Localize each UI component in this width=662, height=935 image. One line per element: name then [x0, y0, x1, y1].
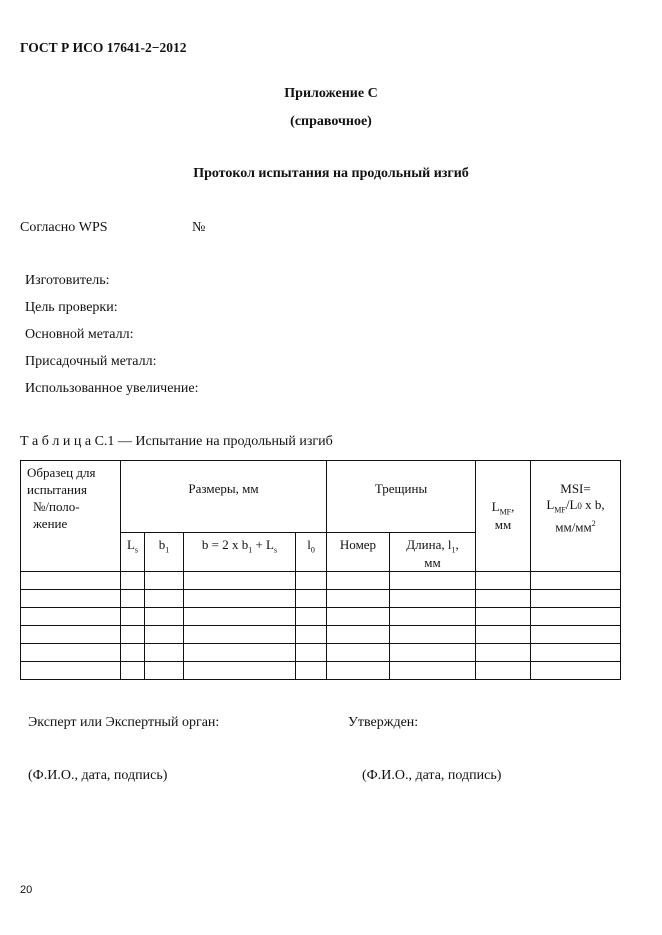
- sub-b1-header: $b_1$: [145, 533, 184, 572]
- approved-label: Утвержден:: [348, 715, 419, 730]
- sub-length-header: Длина, $l_1$, мм: [390, 533, 476, 572]
- manufacturer-label: Изготовитель:: [25, 273, 110, 288]
- sub-l0-header: $l_0$: [296, 533, 327, 572]
- annex-title: Приложение С: [284, 86, 378, 101]
- page-number: 20: [20, 884, 33, 896]
- table-row: [21, 571, 621, 589]
- expert-label: Эксперт или Экспертный орган:: [28, 715, 220, 730]
- purpose-label: Цель проверки:: [25, 300, 118, 315]
- annex-status: (справочное): [290, 114, 372, 129]
- base-metal-label: Основной металл:: [25, 327, 134, 342]
- table-row: [21, 589, 621, 607]
- magnification-label: Использованное увеличение:: [25, 381, 199, 396]
- table-row: [21, 607, 621, 625]
- col-cracks-header: Трещины: [327, 461, 476, 533]
- sub-b-formula-header: b = 2 x $b_1 + L_s$: [184, 533, 296, 572]
- wps-label: Согласно WPS: [20, 220, 108, 235]
- bend-test-table: [20, 460, 621, 680]
- col-msi-header: MSI= $L_{MF}/L0$ x b, $мм/мм^2$: [531, 461, 621, 572]
- col-lmf-header: $L_{MF}$, мм: [476, 461, 531, 572]
- table-row: [21, 625, 621, 643]
- sub-number-header: Номер: [327, 533, 390, 572]
- signature-left: (Ф.И.О., дата, подпись): [28, 768, 168, 783]
- wps-number-sign: №: [192, 220, 206, 235]
- table-row: [21, 643, 621, 661]
- col-dimensions-header: Размеры, мм: [121, 461, 327, 533]
- table-caption: Т а б л и ц а С.1 — Испытание на продольный изгиб: [20, 434, 333, 449]
- table-row: [21, 661, 621, 679]
- protocol-title: Протокол испытания на продольный изгиб: [193, 166, 469, 181]
- sub-ls-header: $L_s$: [121, 533, 145, 572]
- standard-header: ГОСТ Р ИСО 17641-2−2012: [20, 40, 187, 55]
- col-specimen-header: Образец для испытания №/поло- жение: [21, 461, 121, 572]
- filler-metal-label: Присадочный металл:: [25, 354, 157, 369]
- signature-right: (Ф.И.О., дата, подпись): [362, 768, 502, 783]
